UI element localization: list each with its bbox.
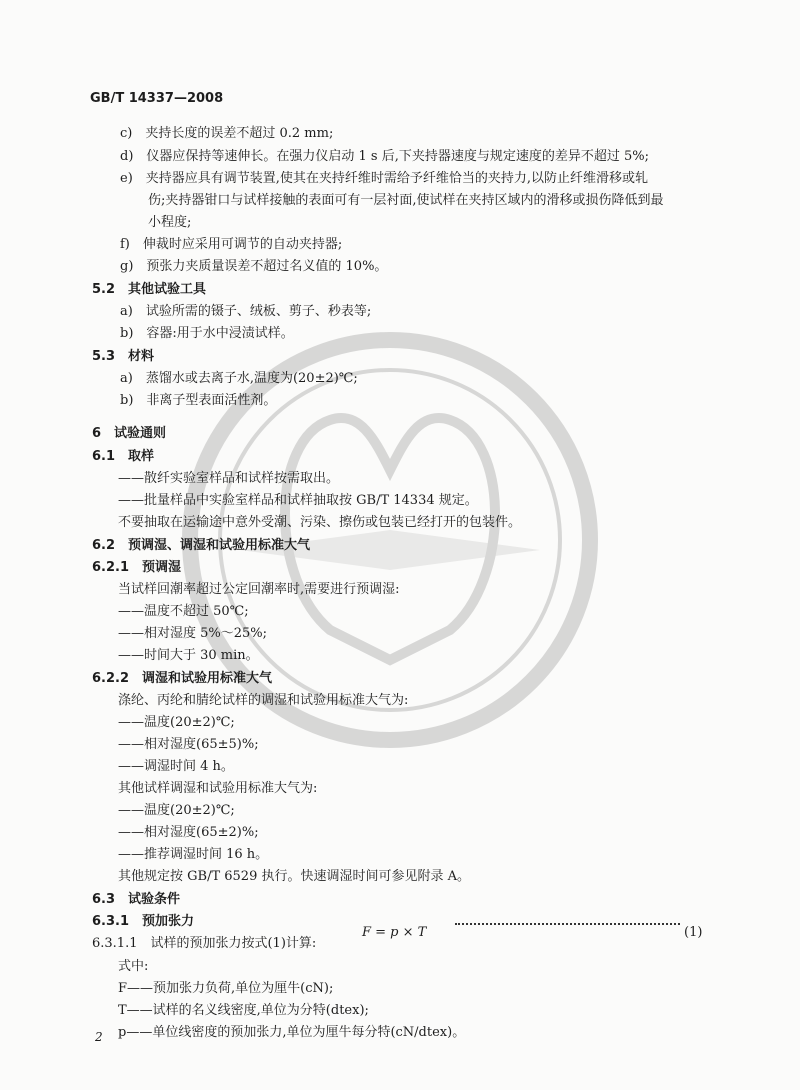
page-number: 2	[95, 1030, 103, 1044]
list-item-continued: 小程度;	[148, 215, 192, 230]
paragraph: 6.3.1.1 试样的预加张力按式(1)计算:	[92, 936, 317, 951]
paragraph: 不要抽取在运输途中意外受潮、污染、擦伤或包装已经打开的包装件。	[118, 515, 522, 530]
list-item: ——推荐调湿时间 16 h。	[118, 847, 269, 862]
list-item: g) 预张力夹质量误差不超过名义值的 10%。	[120, 259, 388, 274]
list-item-continued: 伤;夹持器钳口与试样接触的表面可有一层衬面,使试样在夹持区域内的滑移或损伤降低到最	[148, 193, 664, 208]
list-item: ——调湿时间 4 h。	[118, 759, 234, 774]
section-heading: 5.3 材料	[92, 349, 155, 364]
paragraph: 其他试样调湿和试验用标准大气为:	[118, 781, 318, 796]
list-item: a) 蒸馏水或去离子水,温度为(20±2)℃;	[120, 371, 358, 386]
standard-number-header: GB/T 14337—2008	[90, 91, 224, 106]
list-item: f) 伸裁时应采用可调节的自动夹持器;	[120, 237, 343, 252]
paragraph: 其他规定按 GB/T 6529 执行。快速调湿时间可参见附录 A。	[118, 869, 470, 884]
subsection-heading: 6.2.1 预调湿	[92, 560, 182, 575]
formula-leader-dots	[455, 923, 680, 925]
list-item: b) 容器:用于水中浸渍试样。	[120, 326, 294, 341]
list-item: ——批量样品中实验室样品和试样抽取按 GB/T 14334 规定。	[118, 493, 478, 508]
variable-definition: F——预加张力负荷,单位为厘牛(cN);	[118, 981, 334, 996]
list-item: ——相对湿度(65±5)%;	[118, 737, 259, 752]
section-heading: 6.3 试验条件	[92, 892, 181, 907]
list-item: ——温度(20±2)℃;	[118, 715, 235, 730]
list-item: ——时间大于 30 min。	[118, 648, 259, 663]
list-item: ——温度(20±2)℃;	[118, 803, 235, 818]
subsection-heading: 6.3.1 预加张力	[92, 914, 195, 929]
chapter-heading: 6 试验通则	[92, 426, 167, 441]
list-item: d) 仪器应保持等速伸长。在强力仪启动 1 s 后,下夹持器速度与规定速度的差异不超过 5%;	[120, 149, 650, 164]
formula-where-label: 式中:	[118, 959, 149, 974]
list-item: a) 试验所需的镊子、绒板、剪子、秒表等;	[120, 304, 372, 319]
formula-number: (1)	[684, 925, 703, 940]
list-item: b) 非离子型表面活性剂。	[120, 393, 277, 408]
list-item: c) 夹持长度的误差不超过 0.2 mm;	[120, 126, 334, 141]
section-heading: 5.2 其他试验工具	[92, 282, 207, 297]
list-item: ——相对湿度 5%～25%;	[118, 626, 268, 641]
paragraph: 涤纶、丙纶和腈纶试样的调湿和试验用标准大气为:	[118, 693, 409, 708]
list-item: ——散纤实验室样品和试样按需取出。	[118, 471, 340, 486]
variable-definition: T——试样的名义线密度,单位为分特(dtex);	[118, 1003, 369, 1018]
list-item: ——相对湿度(65±2)%;	[118, 825, 259, 840]
section-heading: 6.2 预调湿、调湿和试验用标准大气	[92, 538, 311, 553]
variable-definition: p——单位线密度的预加张力,单位为厘牛每分特(cN/dtex)。	[118, 1025, 466, 1040]
paragraph: 当试样回潮率超过公定回潮率时,需要进行预调湿:	[118, 582, 400, 597]
section-heading: 6.1 取样	[92, 449, 155, 464]
formula: F = p × T	[362, 925, 427, 940]
list-item: e) 夹持器应具有调节装置,使其在夹持纤维时需给予纤维恰当的夹持力,以防止纤维滑移或轧	[120, 171, 649, 186]
list-item: ——温度不超过 50℃;	[118, 604, 249, 619]
subsection-heading: 6.2.2 调湿和试验用标准大气	[92, 671, 273, 686]
